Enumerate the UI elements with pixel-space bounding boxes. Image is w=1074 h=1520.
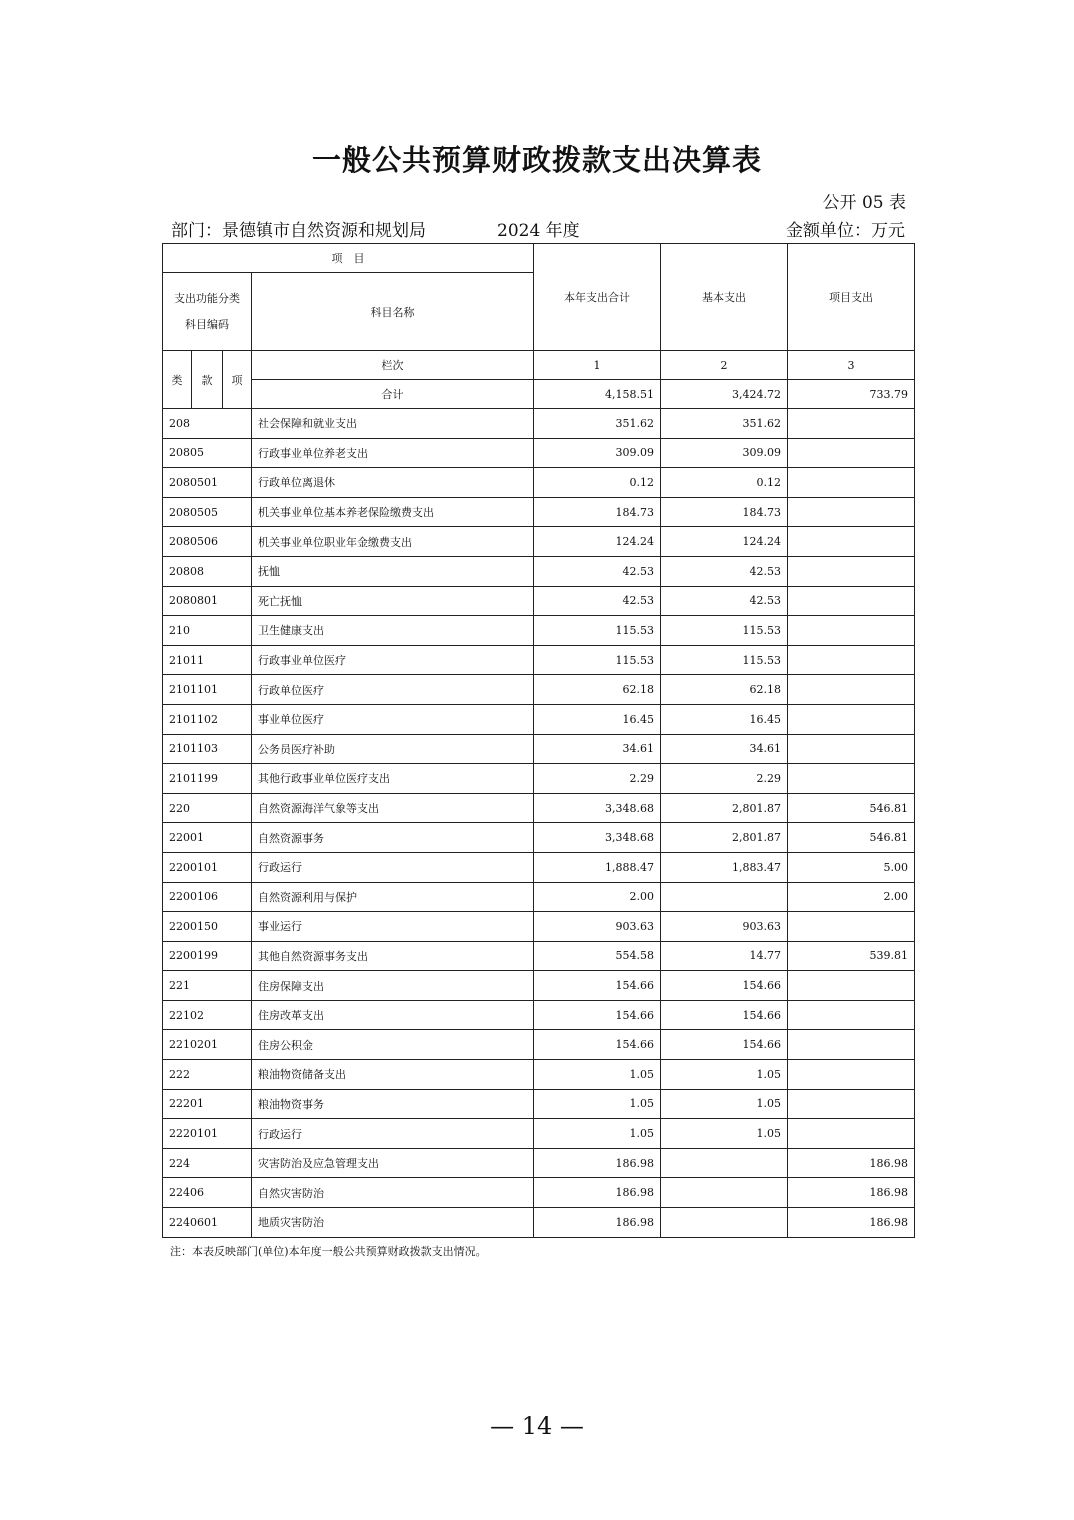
row-project xyxy=(788,438,915,468)
row-code: 21011 xyxy=(163,645,252,675)
row-subject-name: 粮油物资事务 xyxy=(252,1089,534,1119)
row-total: 115.53 xyxy=(534,616,661,646)
row-code: 2101101 xyxy=(163,675,252,705)
header-function-code: 支出功能分类科目编码 xyxy=(163,273,252,351)
row-subject-name: 住房保障支出 xyxy=(252,971,534,1001)
row-basic: 1.05 xyxy=(661,1089,788,1119)
header-total: 本年支出合计 xyxy=(534,244,661,351)
row-project xyxy=(788,704,915,734)
row-basic: 154.66 xyxy=(661,1030,788,1060)
row-project: 5.00 xyxy=(788,852,915,882)
row-total: 554.58 xyxy=(534,941,661,971)
row-project: 546.81 xyxy=(788,793,915,823)
row-code: 221 xyxy=(163,971,252,1001)
row-code: 22201 xyxy=(163,1089,252,1119)
row-subject-name: 行政运行 xyxy=(252,1119,534,1149)
row-total: 154.66 xyxy=(534,1030,661,1060)
row-project xyxy=(788,734,915,764)
header-col-1: 1 xyxy=(534,351,661,380)
row-code: 2240601 xyxy=(163,1208,252,1238)
row-basic: 1.05 xyxy=(661,1119,788,1149)
row-subject-name: 灾害防治及应急管理支出 xyxy=(252,1148,534,1178)
row-code: 2080801 xyxy=(163,586,252,616)
row-code: 2101103 xyxy=(163,734,252,764)
header-xiang: 项 xyxy=(223,351,252,409)
total-row xyxy=(163,380,915,409)
row-subject-name: 抚恤 xyxy=(252,556,534,586)
header-project: 项 目 xyxy=(163,244,534,273)
row-basic: 154.66 xyxy=(661,971,788,1001)
row-project: 546.81 xyxy=(788,823,915,853)
row-basic xyxy=(661,1208,788,1238)
row-project xyxy=(788,586,915,616)
table-row xyxy=(163,556,915,586)
row-code: 2200106 xyxy=(163,882,252,912)
row-subject-name: 自然资源利用与保护 xyxy=(252,882,534,912)
row-code: 2101102 xyxy=(163,704,252,734)
row-basic: 115.53 xyxy=(661,616,788,646)
meta-line xyxy=(171,216,905,242)
table-row xyxy=(163,882,915,912)
row-total: 124.24 xyxy=(534,527,661,557)
row-project xyxy=(788,468,915,498)
table-row xyxy=(163,793,915,823)
fiscal-year: 2024 年度 xyxy=(497,221,580,241)
row-code: 224 xyxy=(163,1148,252,1178)
row-project xyxy=(788,1030,915,1060)
row-basic: 2.29 xyxy=(661,764,788,794)
row-total: 2.00 xyxy=(534,882,661,912)
row-total: 186.98 xyxy=(534,1178,661,1208)
table-row xyxy=(163,586,915,616)
row-basic: 903.63 xyxy=(661,912,788,942)
row-total: 16.45 xyxy=(534,704,661,734)
row-project xyxy=(788,616,915,646)
row-total: 186.98 xyxy=(534,1148,661,1178)
row-project xyxy=(788,764,915,794)
table-row xyxy=(163,852,915,882)
row-subject-name: 自然灾害防治 xyxy=(252,1178,534,1208)
row-subject-name: 卫生健康支出 xyxy=(252,616,534,646)
row-subject-name: 死亡抚恤 xyxy=(252,586,534,616)
row-basic: 2,801.87 xyxy=(661,793,788,823)
row-subject-name: 自然资源事务 xyxy=(252,823,534,853)
row-code: 2101199 xyxy=(163,764,252,794)
row-total: 309.09 xyxy=(534,438,661,468)
row-code: 2200150 xyxy=(163,912,252,942)
row-project: 2.00 xyxy=(788,882,915,912)
row-total: 115.53 xyxy=(534,645,661,675)
row-project xyxy=(788,527,915,557)
table-row xyxy=(163,1060,915,1090)
row-subject-name: 行政运行 xyxy=(252,852,534,882)
row-total: 351.62 xyxy=(534,409,661,439)
row-basic: 124.24 xyxy=(661,527,788,557)
table-row xyxy=(163,645,915,675)
row-project: 539.81 xyxy=(788,941,915,971)
table-row xyxy=(163,734,915,764)
department: 部门：景德镇市自然资源和规划局 xyxy=(171,221,426,241)
row-basic: 14.77 xyxy=(661,941,788,971)
row-subject-name: 行政事业单位医疗 xyxy=(252,645,534,675)
table-row xyxy=(163,1030,915,1060)
table-row xyxy=(163,1208,915,1238)
row-code: 20808 xyxy=(163,556,252,586)
row-basic: 16.45 xyxy=(661,704,788,734)
header-project-expense: 项目支出 xyxy=(788,244,915,351)
row-code: 22406 xyxy=(163,1178,252,1208)
row-project xyxy=(788,675,915,705)
row-project xyxy=(788,912,915,942)
row-subject-name: 住房公积金 xyxy=(252,1030,534,1060)
table-row xyxy=(163,409,915,439)
row-project xyxy=(788,1060,915,1090)
row-basic: 42.53 xyxy=(661,586,788,616)
row-total: 1,888.47 xyxy=(534,852,661,882)
amount-unit: 金额单位：万元 xyxy=(786,221,905,241)
header-col-3: 3 xyxy=(788,351,915,380)
table-row xyxy=(163,438,915,468)
row-code: 220 xyxy=(163,793,252,823)
row-total: 3,348.68 xyxy=(534,793,661,823)
table-row xyxy=(163,823,915,853)
table-row xyxy=(163,1000,915,1030)
row-code: 22001 xyxy=(163,823,252,853)
row-subject-name: 住房改革支出 xyxy=(252,1000,534,1030)
row-basic: 154.66 xyxy=(661,1000,788,1030)
table-row xyxy=(163,1119,915,1149)
table-row xyxy=(163,704,915,734)
row-subject-name: 行政单位离退休 xyxy=(252,468,534,498)
row-total: 2.29 xyxy=(534,764,661,794)
row-subject-name: 地质灾害防治 xyxy=(252,1208,534,1238)
row-subject-name: 粮油物资储备支出 xyxy=(252,1060,534,1090)
row-total: 42.53 xyxy=(534,556,661,586)
row-basic: 1.05 xyxy=(661,1060,788,1090)
footnote: 注：本表反映部门(单位)本年度一般公共预算财政拨款支出情况。 xyxy=(170,1245,487,1258)
total-label: 合计 xyxy=(252,380,534,409)
row-code: 210 xyxy=(163,616,252,646)
row-code: 2080506 xyxy=(163,527,252,557)
row-code: 2200199 xyxy=(163,941,252,971)
row-basic: 42.53 xyxy=(661,556,788,586)
row-subject-name: 事业运行 xyxy=(252,912,534,942)
header-col-2: 2 xyxy=(661,351,788,380)
table-row xyxy=(163,971,915,1001)
row-code: 2200101 xyxy=(163,852,252,882)
row-basic: 351.62 xyxy=(661,409,788,439)
row-basic: 1,883.47 xyxy=(661,852,788,882)
header-column-order: 栏次 xyxy=(252,351,534,380)
table-row xyxy=(163,1148,915,1178)
row-total: 154.66 xyxy=(534,1000,661,1030)
table-row xyxy=(163,468,915,498)
row-total: 1.05 xyxy=(534,1060,661,1090)
row-project xyxy=(788,645,915,675)
table-row xyxy=(163,616,915,646)
row-project xyxy=(788,1000,915,1030)
row-total: 903.63 xyxy=(534,912,661,942)
row-code: 20805 xyxy=(163,438,252,468)
row-subject-name: 自然资源海洋气象等支出 xyxy=(252,793,534,823)
total-basic: 3,424.72 xyxy=(661,380,788,409)
row-basic xyxy=(661,882,788,912)
row-subject-name: 事业单位医疗 xyxy=(252,704,534,734)
table-row xyxy=(163,675,915,705)
header-basic: 基本支出 xyxy=(661,244,788,351)
table-row xyxy=(163,941,915,971)
total-project: 733.79 xyxy=(788,380,915,409)
row-project xyxy=(788,409,915,439)
row-code: 2220101 xyxy=(163,1119,252,1149)
row-project xyxy=(788,556,915,586)
row-subject-name: 其他行政事业单位医疗支出 xyxy=(252,764,534,794)
row-basic: 184.73 xyxy=(661,497,788,527)
row-basic: 2,801.87 xyxy=(661,823,788,853)
row-code: 22102 xyxy=(163,1000,252,1030)
row-project: 186.98 xyxy=(788,1208,915,1238)
form-number: 公开 05 表 xyxy=(822,193,906,213)
row-total: 186.98 xyxy=(534,1208,661,1238)
row-total: 0.12 xyxy=(534,468,661,498)
row-code: 222 xyxy=(163,1060,252,1090)
row-subject-name: 社会保障和就业支出 xyxy=(252,409,534,439)
row-code: 2210201 xyxy=(163,1030,252,1060)
table-row xyxy=(163,1089,915,1119)
table-row xyxy=(163,764,915,794)
row-subject-name: 机关事业单位基本养老保险缴费支出 xyxy=(252,497,534,527)
row-project xyxy=(788,1119,915,1149)
row-basic: 0.12 xyxy=(661,468,788,498)
budget-table xyxy=(162,243,915,1238)
page-number: — 14 — xyxy=(490,1412,584,1440)
row-total: 184.73 xyxy=(534,497,661,527)
row-subject-name: 机关事业单位职业年金缴费支出 xyxy=(252,527,534,557)
header-kuan: 款 xyxy=(192,351,223,409)
page-title: 一般公共预算财政拨款支出决算表 xyxy=(311,143,762,177)
row-total: 62.18 xyxy=(534,675,661,705)
row-subject-name: 行政事业单位养老支出 xyxy=(252,438,534,468)
table-row xyxy=(163,912,915,942)
row-basic: 62.18 xyxy=(661,675,788,705)
row-basic xyxy=(661,1148,788,1178)
row-total: 34.61 xyxy=(534,734,661,764)
row-code: 2080501 xyxy=(163,468,252,498)
table-row xyxy=(163,497,915,527)
row-basic xyxy=(661,1178,788,1208)
row-project: 186.98 xyxy=(788,1148,915,1178)
row-total: 42.53 xyxy=(534,586,661,616)
total-total: 4,158.51 xyxy=(534,380,661,409)
row-project xyxy=(788,497,915,527)
row-total: 1.05 xyxy=(534,1089,661,1119)
table-row xyxy=(163,1178,915,1208)
row-subject-name: 其他自然资源事务支出 xyxy=(252,941,534,971)
row-total: 154.66 xyxy=(534,971,661,1001)
row-basic: 115.53 xyxy=(661,645,788,675)
row-subject-name: 行政单位医疗 xyxy=(252,675,534,705)
row-subject-name: 公务员医疗补助 xyxy=(252,734,534,764)
row-basic: 34.61 xyxy=(661,734,788,764)
row-basic: 309.09 xyxy=(661,438,788,468)
header-lei: 类 xyxy=(163,351,192,409)
header-subject-name: 科目名称 xyxy=(252,273,534,351)
row-total: 3,348.68 xyxy=(534,823,661,853)
row-code: 2080505 xyxy=(163,497,252,527)
row-total: 1.05 xyxy=(534,1119,661,1149)
row-project xyxy=(788,1089,915,1119)
row-project: 186.98 xyxy=(788,1178,915,1208)
row-code: 208 xyxy=(163,409,252,439)
row-project xyxy=(788,971,915,1001)
table-row xyxy=(163,527,915,557)
